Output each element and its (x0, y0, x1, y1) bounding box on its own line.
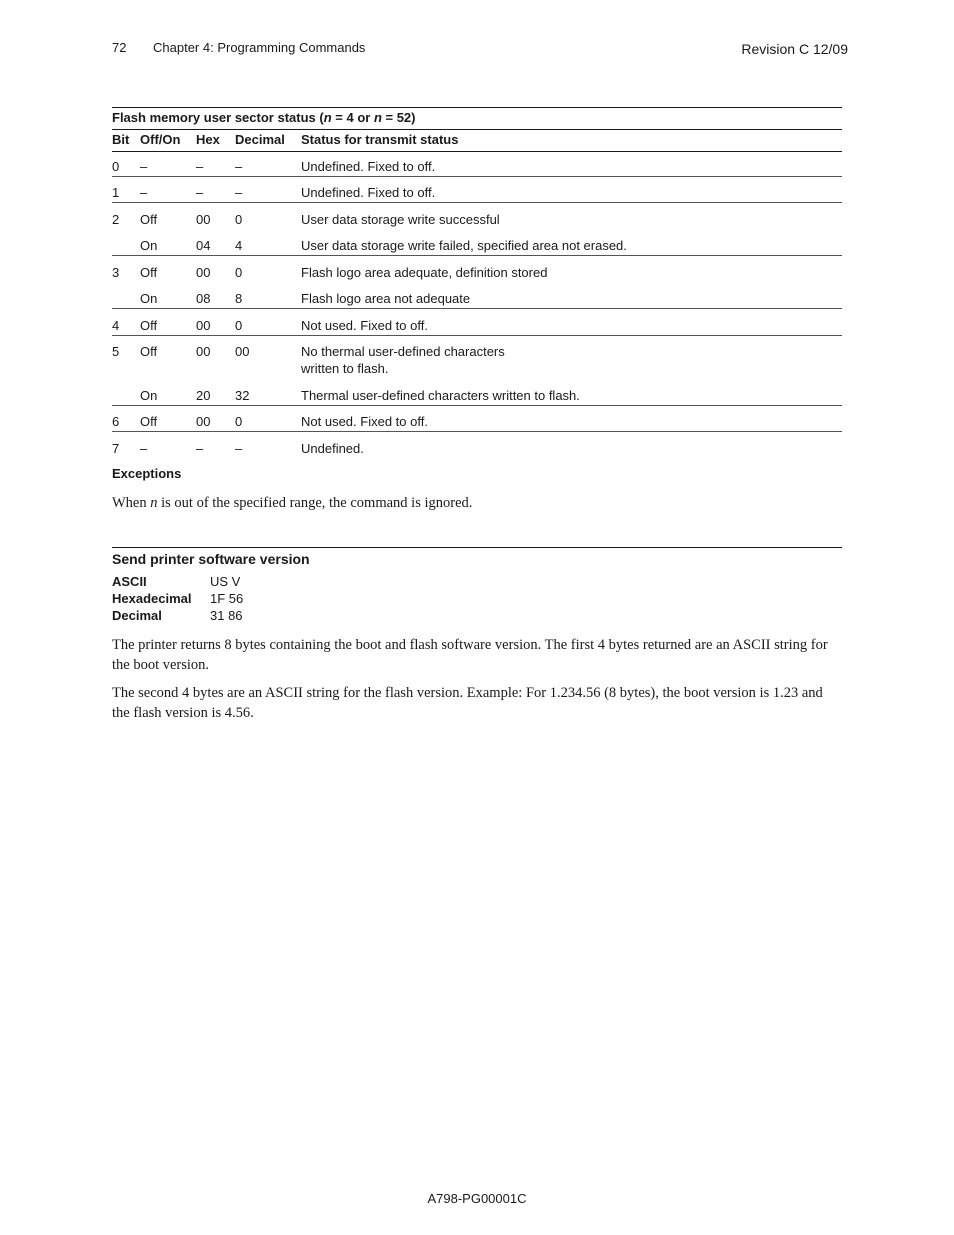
exceptions-heading: Exceptions (112, 466, 182, 481)
column-header-off-on: Off/On (140, 132, 181, 147)
column-header-hex: Hex (196, 132, 220, 147)
column-header-status: Status for transmit status (301, 132, 459, 147)
exceptions-text: When n is out of the specified range, the command is ignored. (112, 495, 473, 511)
section-divider (112, 547, 842, 548)
row-divider (112, 255, 842, 256)
table-header (112, 129, 842, 152)
body-paragraph: The printer returns 8 bytes containing the boot and flash software version. The first 4 bytes returned are an ASCII string for the boot version. (112, 637, 828, 673)
page-header-left (112, 40, 365, 55)
row-divider (112, 308, 842, 309)
revision-label: Revision C 12/09 (741, 41, 848, 57)
body-paragraph: The second 4 bytes are an ASCII string for the flash version. Example: For 1.234.56 (8 bytes), the boot version is 1.23 and the flash version is 4.56. (112, 685, 823, 721)
row-divider (112, 335, 842, 336)
column-header-bit: Bit (112, 132, 130, 147)
section-title: Send printer software version (112, 551, 310, 567)
page-number: 72 (112, 40, 127, 55)
footer-doc-id: A798-PG00001C (427, 1191, 527, 1206)
row-divider (112, 202, 842, 203)
column-header-decimal: Decimal (235, 132, 285, 147)
table-title: Flash memory user sector status (n = 4 or n = 52) (112, 107, 842, 130)
chapter-title: Chapter 4: Programming Commands (153, 40, 366, 55)
row-divider (112, 405, 842, 406)
row-divider (112, 176, 842, 177)
row-divider (112, 431, 842, 432)
